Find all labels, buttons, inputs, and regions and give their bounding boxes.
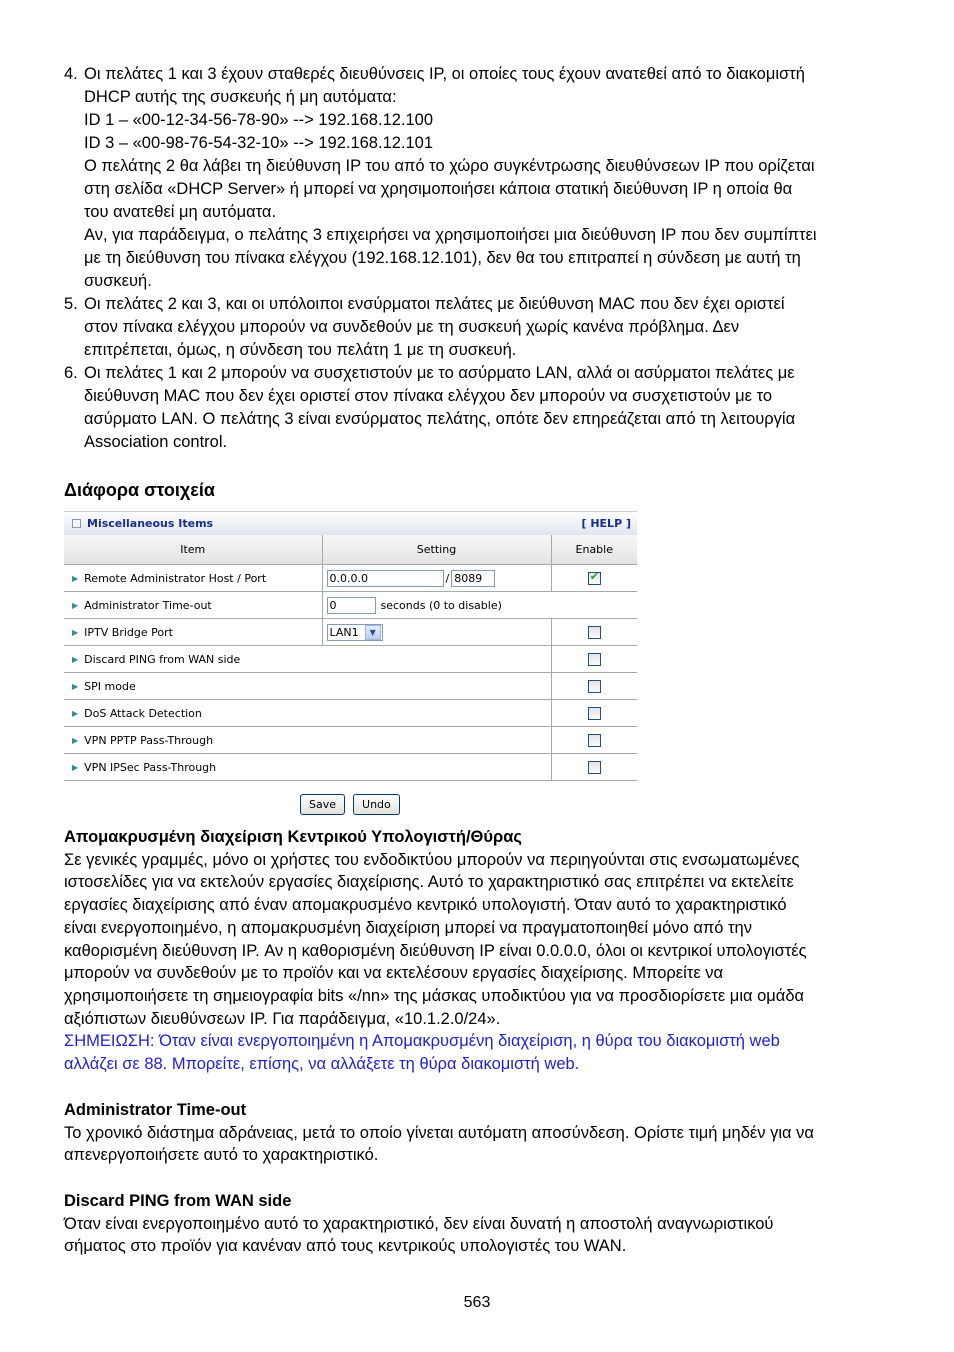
row-label: Administrator Time-out <box>84 598 212 612</box>
dos-detection-checkbox[interactable] <box>588 707 601 720</box>
row-label: VPN IPSec Pass-Through <box>84 760 217 774</box>
misc-heading: Διάφορα στοιχεία <box>64 480 215 500</box>
misc-table <box>64 535 637 781</box>
panel-header <box>64 511 637 535</box>
row-label: IPTV Bridge Port <box>84 625 173 639</box>
vpn-ipsec-checkbox[interactable] <box>588 761 601 774</box>
arrow-icon: ▶ <box>72 681 79 691</box>
discard-ping-checkbox[interactable] <box>588 653 601 666</box>
remote-port-input[interactable]: 8089 <box>451 570 495 587</box>
table-row <box>64 592 637 619</box>
page-number: 563 <box>463 1294 491 1311</box>
row-label: Remote Administrator Host / Port <box>84 571 267 585</box>
table-row <box>64 700 637 727</box>
column-header-item: Item <box>64 535 322 565</box>
table-row <box>64 727 637 754</box>
arrow-icon: ▶ <box>72 627 79 637</box>
list-item: 5. Οι πελάτες 2 και 3, και οι υπόλοιποι ενσύρματοι πελάτες με διεύθυνση MAC που δεν έχει οριστεί στον πίνακα ελέγχου μπορούν να συνδεθούν με τη συσκευή χωρίς κανένα πρόβλημα. Δεν επιτρέπεται, όμως, η σύνδεση του πελάτη 1 με τη συσκευή. <box>64 295 785 359</box>
vpn-pptp-checkbox[interactable] <box>588 734 601 747</box>
row-label: SPI mode <box>84 679 136 693</box>
discard-ping-section: Discard PING from WAN side Όταν είναι ενεργοποιημένο αυτό το χαρακτηριστικό, δεν είναι δυνατή η αποστολή αναγνωριστικού σήματος στο προϊόν για κανέναν από τους κεντρικούς υπολογιστές του WAN. <box>64 1190 894 1258</box>
arrow-icon: ▶ <box>72 708 79 718</box>
save-button[interactable]: Save <box>300 794 345 815</box>
remote-admin-checkbox[interactable] <box>588 572 601 585</box>
help-link[interactable]: [ HELP ] <box>581 517 631 530</box>
arrow-icon: ▶ <box>72 654 79 664</box>
admin-timeout-section: Administrator Time-out Το χρονικό διάστημα αδράνειας, μετά το οποίο γίνεται αυτόματη αποσύνδεση. Ορίστε τιμή μηδέν για να απενεργοποιήσετε αυτό το χαρακτηριστικό. <box>64 1099 894 1167</box>
row-label: VPN PPTP Pass-Through <box>84 733 214 747</box>
table-row <box>64 754 637 781</box>
separator: / <box>445 571 450 585</box>
note-text: ΣΗΜΕΙΩΣΗ: Όταν είναι ενεργοποιημένη η Απομακρυσμένη διαχείριση, η θύρα του διακομιστή web <box>64 1032 780 1051</box>
section-title: Administrator Time-out <box>64 1101 247 1119</box>
note-text: αλλάζει σε 88. Μπορείτε, επίσης, να αλλάξετε τη θύρα διακομιστή web. <box>64 1055 580 1074</box>
remote-admin-section: Απομακρυσμένη διαχείριση Κεντρικού Υπολογιστή/Θύρας Σε γενικές γραμμές, μόνο οι χρήστες του ενδοδικτύου μπορούν να περιηγούνται στις ενσωματωμένες ιστοσελίδες για να εκτελούν εργασίες διαχείρισης. Αυτό το χαρακτηριστικό σας επιτρέπει να εκτελείτε εργασίες διαχείρισης από έναν απομακρυσμένο κεντρικό υπολογιστή. Όταν αυτό το χαρακτηριστικό είναι ενεργοποιημένο, η απομακρυσμένη διαχείριση μπορεί να πραγματοποιηθεί μόνο από την καθορισμένη διεύθυνση IP. Αν η καθορισμένη διεύθυνση IP είναι 0.0.0.0, όλοι οι κεντρικοί υπολογιστές μπορούν να συνδεθούν με το προϊόν και να εκτελέσουν εργασίες διαχείρισης. Μπορείτε να χρησιμοποιήσετε τη σημειογραφία bits «/nn» της μάσκας υποδικτύου για να προσδιορίσετε μια ομάδα αξιόπιστων διευθύνσεων IP. Για παράδειγμα, «10.1.2.0/24». ΣΗΜΕΙΩΣΗ: Όταν είναι ενεργοποιημένη η Απομακρυσμένη διαχείριση, η θύρα του διακομιστή web αλλάζει σε 88. Μπορείτε, επίσης, να αλλάξετε τη θύρα διακομιστή web. <box>64 826 894 1076</box>
table-row <box>64 646 637 673</box>
list-item: 6. Οι πελάτες 1 και 2 μπορούν να συσχετιστούν με το ασύρματο LAN, αλλά οι ασύρματοι πελάτες με διεύθυνση MAC που δεν έχει οριστεί στον πίνακα ελέγχου δεν μπορούν να συσχετιστούν με το ασύρματο LAN. Ο πελάτης 3 είναι ενσύρματος πελάτης, οπότε δεν επηρεάζεται από τη λειτουργία Association control. <box>64 364 796 451</box>
list-item: 4. Οι πελάτες 1 και 3 έχουν σταθερές διευθύνσεις IP, οι οποίες τους έχουν ανατεθεί από το διακομιστή DHCP αυτής της συσκευής ή μη αυτόματα: ID 1 – «00-12-34-56-78-90» --> 192.168.12.100 ID 3 – «00-98-76-54-32-10» --> 192.168.12.101 Ο πελάτης 2 θα λάβει τη διεύθυνση IP του από το χώρο συγκέντρωσης διευθύνσεων IP που ορίζεται στη σελίδα «DHCP Server» ή μπορεί να χρησιμοποιήσει κάποια στατική διεύθυνση IP η οποία θα του ανατεθεί μη αυτόματα. Αν, για παράδειγμα, ο πελάτης 3 επιχειρήσει να χρησιμοποιήσει μια διεύθυνση IP που δεν συμπίπτει με τη διεύθυνση του πίνακα ελέγχου (192.168.12.101), δεν θα του επιτραπεί η σύνδεση με αυτή τη συσκευή. <box>64 65 817 290</box>
form-buttons <box>300 794 400 815</box>
timeout-input[interactable]: 0 <box>327 597 376 614</box>
chevron-down-icon: ▼ <box>365 625 381 640</box>
undo-button[interactable]: Undo <box>353 794 400 815</box>
spi-mode-checkbox[interactable] <box>588 680 601 693</box>
section-title: Απομακρυσμένη διαχείριση Κεντρικού Υπολογιστή/Θύρας <box>64 828 522 846</box>
arrow-icon: ▶ <box>72 735 79 745</box>
section-title: Discard PING from WAN side <box>64 1192 292 1210</box>
table-row <box>64 565 637 592</box>
arrow-icon: ▶ <box>72 762 79 772</box>
table-row <box>64 619 637 646</box>
remote-host-input[interactable]: 0.0.0.0 <box>327 570 444 587</box>
panel-title: Miscellaneous Items <box>87 517 214 530</box>
table-header-row <box>64 535 637 565</box>
arrow-icon: ▶ <box>72 573 79 583</box>
timeout-note: seconds (0 to disable) <box>380 598 502 612</box>
numbered-list <box>64 63 894 454</box>
iptv-checkbox[interactable] <box>588 626 601 639</box>
row-label: DoS Attack Detection <box>84 706 202 720</box>
iptv-port-select[interactable]: LAN1 ▼ <box>327 624 383 641</box>
row-label: Discard PING from WAN side <box>84 652 241 666</box>
arrow-icon: ▶ <box>72 600 79 610</box>
table-row <box>64 673 637 700</box>
misc-items-panel <box>64 511 637 784</box>
column-header-setting: Setting <box>322 535 551 565</box>
column-header-enable: Enable <box>551 535 637 565</box>
square-icon <box>72 519 81 528</box>
